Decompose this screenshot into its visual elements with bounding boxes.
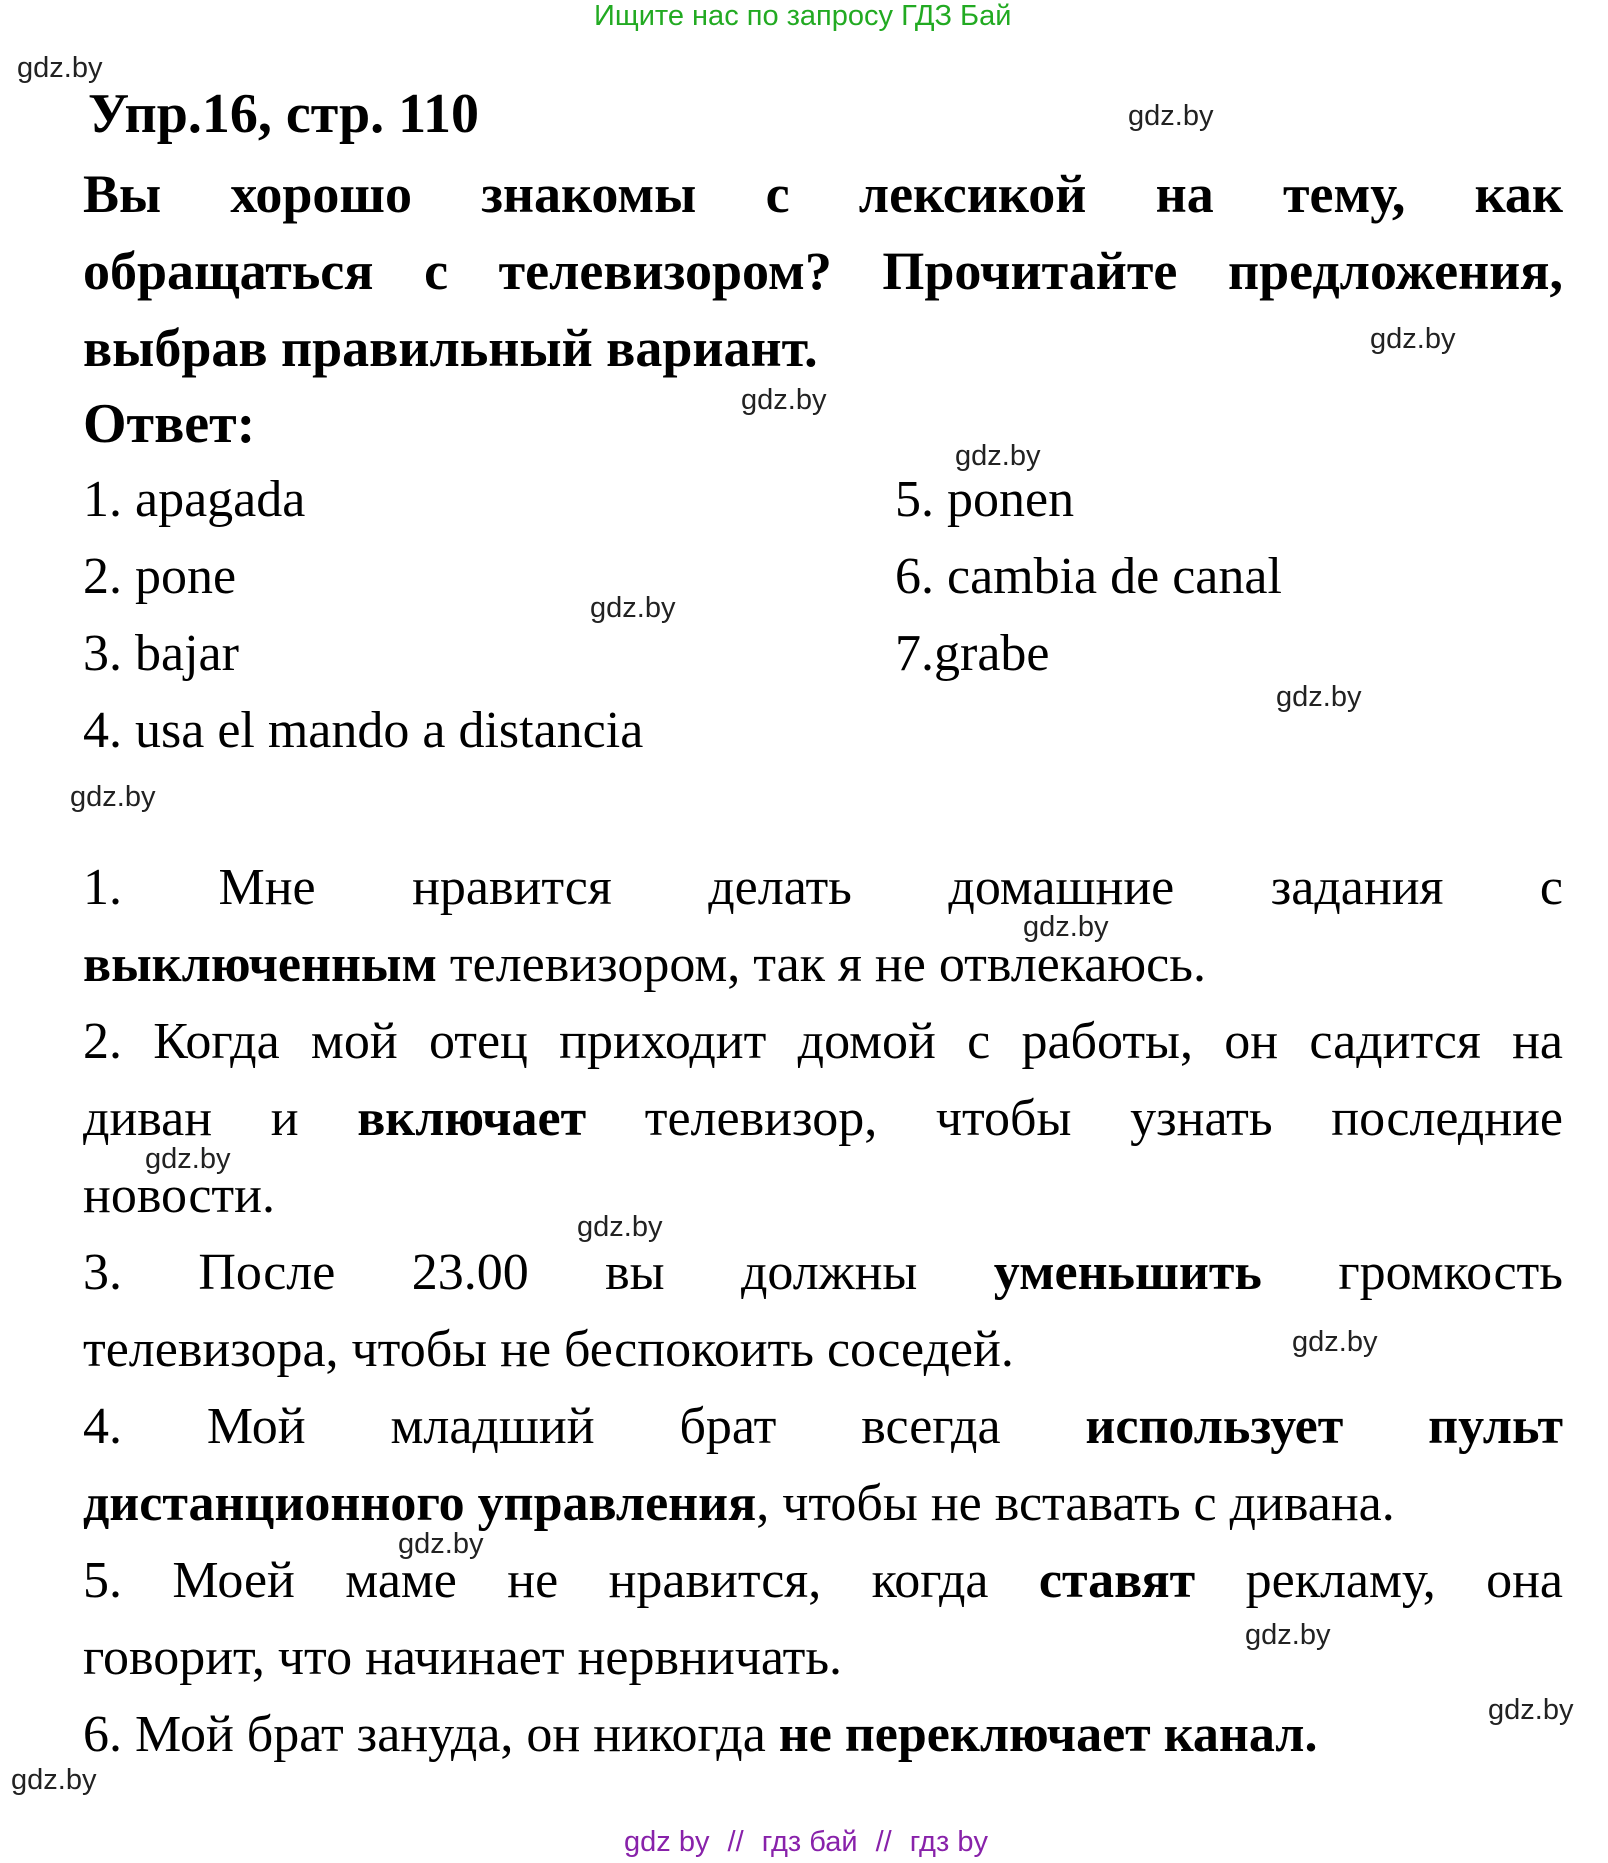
sentence-1 — [83, 849, 1563, 1003]
answer-item: 5. ponen — [895, 471, 1075, 528]
answer-highlight: дистанционного управления — [83, 1475, 757, 1532]
footer-separator: // — [727, 1826, 744, 1858]
sentence-text: 5. Моей маме не нравится, когда — [83, 1552, 1039, 1609]
sentence-text: , чтобы не вставать с дивана. — [756, 1475, 1395, 1532]
answer-highlight: не переключает канал. — [778, 1706, 1318, 1763]
watermark: gdz.by — [1292, 1326, 1378, 1358]
sentence-line — [83, 926, 1563, 1003]
sentence-text: диван и — [83, 1090, 358, 1147]
answer-highlight: выключенным — [83, 936, 437, 993]
sentence-line: 1. Мне нравится делать домашние задания с — [83, 859, 1563, 916]
sentence-text: 6. Мой брат зануда, он никогда — [83, 1706, 779, 1763]
sentence-5 — [83, 1542, 1563, 1696]
sentence-text: 4. Мой младший брат всегда — [83, 1398, 1086, 1455]
footer-links — [624, 1826, 988, 1859]
answer-highlight: включает — [357, 1090, 587, 1147]
sentence-line — [83, 1542, 1563, 1619]
watermark: gdz.by — [70, 781, 156, 813]
answer-item: 6. cambia de canal — [895, 548, 1282, 605]
footer-link[interactable]: гдз бай — [761, 1826, 858, 1858]
watermark: gdz.by — [11, 1764, 97, 1796]
sentence-line — [83, 1080, 1563, 1157]
watermark: gdz.by — [145, 1143, 231, 1175]
sentence-line — [83, 1465, 1563, 1542]
sentence-3 — [83, 1234, 1563, 1388]
sentence-text: телевизором, так я не отвлекаюсь. — [436, 936, 1206, 993]
watermark: gdz.by — [955, 440, 1041, 472]
watermark: gdz.by — [1370, 323, 1456, 355]
sentence-line — [83, 1696, 1563, 1773]
task-line: выбрав правильный вариант. — [83, 318, 818, 378]
sentence-line: телевизора, чтобы не беспокоить соседей. — [83, 1321, 1014, 1378]
watermark: gdz.by — [398, 1528, 484, 1560]
sentence-text: телевизор, чтобы узнать последние — [586, 1090, 1564, 1147]
sentence-line — [83, 1388, 1563, 1465]
exercise-title: Упр.16, стр. 110 — [88, 83, 480, 145]
sentence-text: громкость — [1261, 1244, 1563, 1301]
sentence-6 — [83, 1696, 1563, 1773]
answer-item: 1. apagada — [83, 471, 306, 528]
answer-item: 3. bajar — [83, 625, 239, 682]
watermark: gdz.by — [1276, 681, 1362, 713]
sentence-2 — [83, 1003, 1563, 1234]
footer-separator: // — [875, 1826, 892, 1858]
sentence-line: новости. — [83, 1167, 275, 1224]
sentence-text: 3. После 23.00 вы должны — [83, 1244, 994, 1301]
top-banner: Ищите нас по запросу ГДЗ Бай — [594, 0, 1012, 32]
answer-label: Ответ: — [83, 393, 256, 455]
sentence-text: рекламу, она — [1195, 1552, 1563, 1609]
task-line: обращаться с телевизором? Прочитайте предложения, — [83, 241, 1563, 301]
sentence-line — [83, 1234, 1563, 1311]
watermark: gdz.by — [1128, 100, 1214, 132]
watermark: gdz.by — [1023, 911, 1109, 943]
watermark: gdz.by — [1245, 1619, 1331, 1651]
sentence-line: говорит, что начинает нервничать. — [83, 1629, 843, 1686]
answer-item: 4. usa el mando a distancia — [83, 702, 644, 759]
sentence-4 — [83, 1388, 1563, 1542]
answer-highlight: использует пульт — [1085, 1398, 1564, 1455]
answer-item: 7.grabe — [895, 625, 1050, 682]
watermark: gdz.by — [1488, 1694, 1574, 1726]
watermark: gdz.by — [577, 1211, 663, 1243]
task-line: Вы хорошо знакомы с лексикой на тему, как — [83, 164, 1563, 224]
answer-item: 2. pone — [83, 548, 237, 605]
answer-highlight: ставят — [1038, 1552, 1196, 1609]
watermark: gdz.by — [590, 592, 676, 624]
watermark: gdz.by — [17, 52, 103, 84]
footer-link[interactable]: гдз by — [909, 1826, 988, 1858]
sentence-line: 2. Когда мой отец приходит домой с работы, он садится на — [83, 1013, 1563, 1070]
watermark: gdz.by — [741, 384, 827, 416]
task-text — [83, 156, 1563, 387]
answer-highlight: уменьшить — [993, 1244, 1262, 1301]
footer-link[interactable]: gdz by — [624, 1826, 710, 1858]
